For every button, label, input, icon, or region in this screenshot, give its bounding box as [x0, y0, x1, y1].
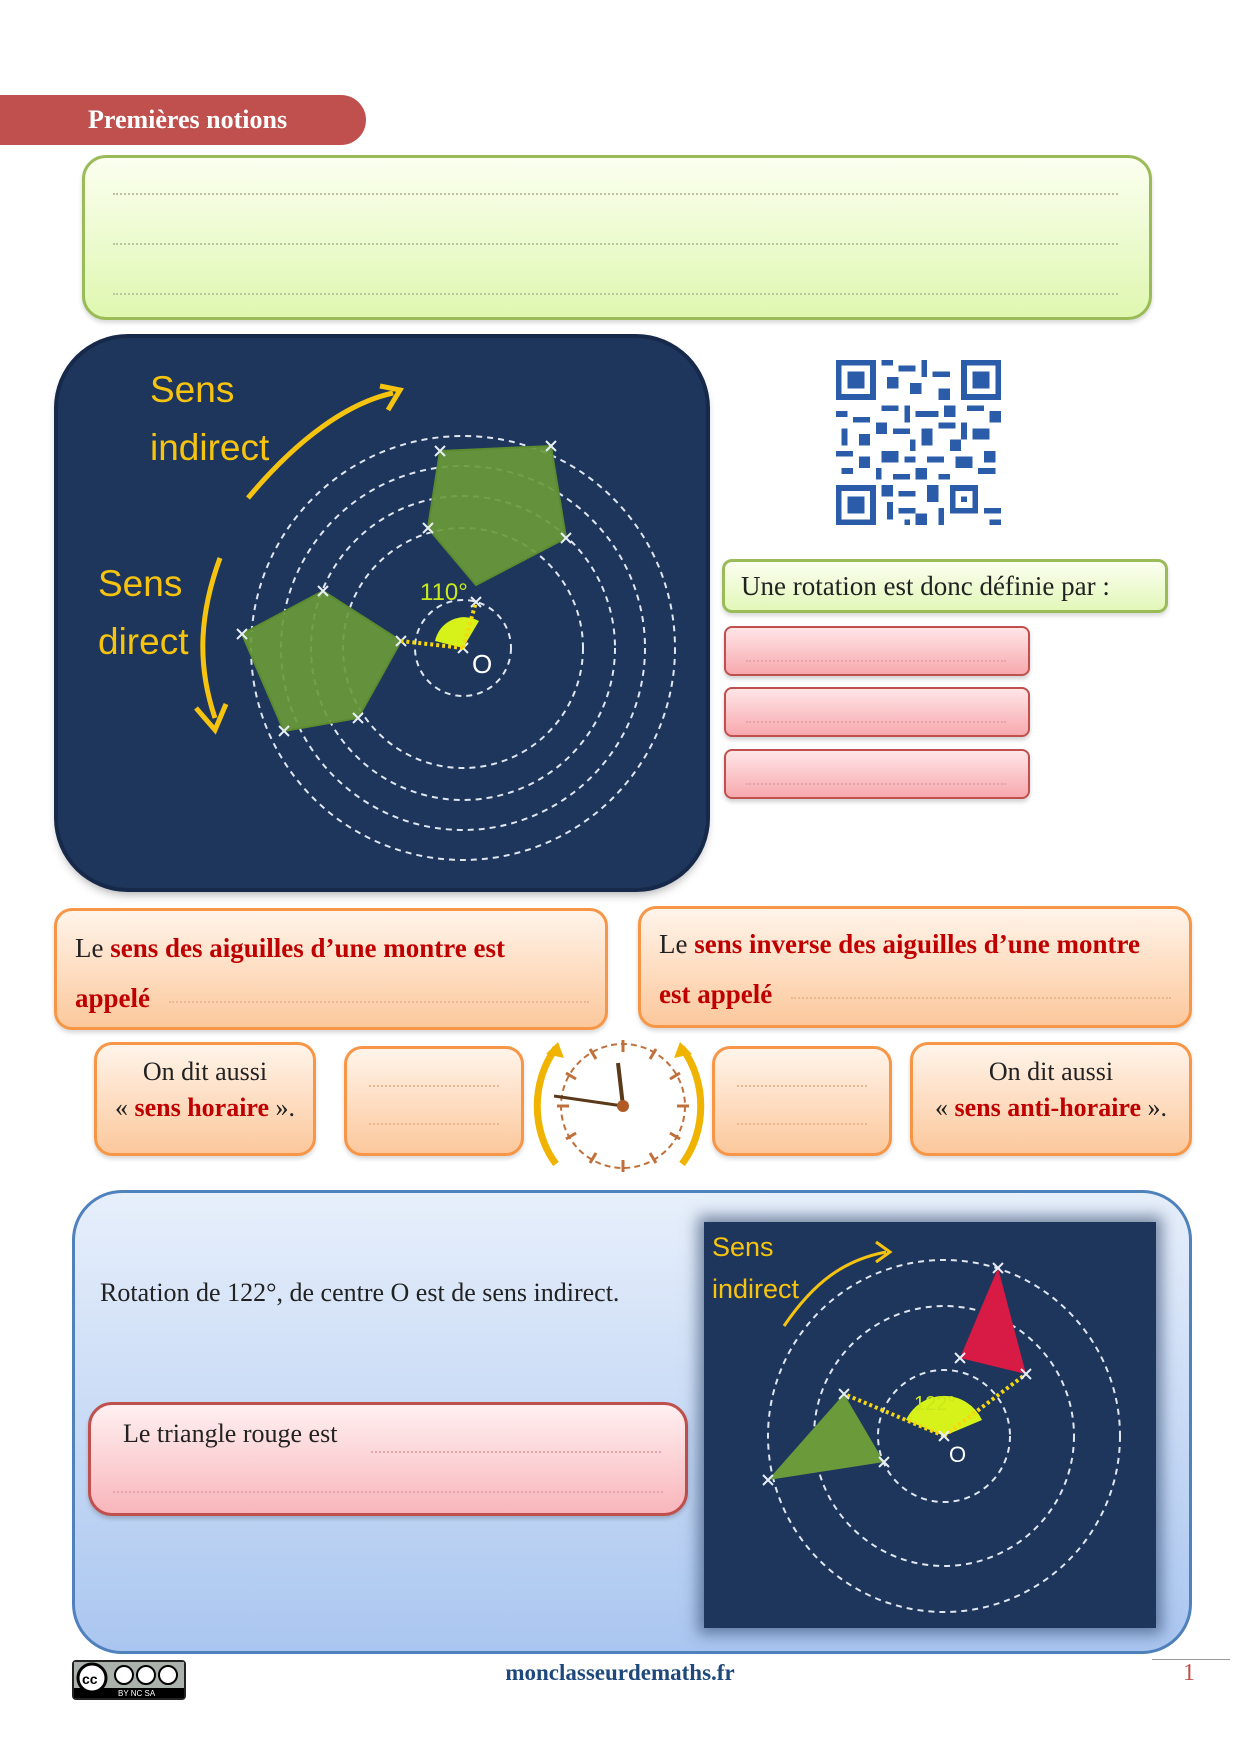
rotation-diagram: [58, 338, 706, 888]
antihoraire-line1: On dit aussi: [988, 1057, 1114, 1086]
page-number: 1: [1183, 1660, 1195, 1686]
center-label: O: [949, 1442, 967, 1467]
clock-icon: [526, 1036, 712, 1176]
green-triangle: [768, 1394, 884, 1480]
example-figure: [704, 1222, 1156, 1628]
sens-indirect-label-2: indirect: [150, 427, 270, 468]
fill-line: [113, 243, 1118, 245]
counter-text-pre: Le: [659, 929, 695, 959]
horaire-line1: On dit aussi: [142, 1057, 268, 1086]
counterclockwise-box: [638, 906, 1192, 1028]
antihoraire-bold: sens anti-horaire: [954, 1093, 1142, 1122]
quote-open: «: [934, 1093, 955, 1122]
horaire-note: [94, 1042, 316, 1156]
definition-box[interactable]: [82, 155, 1152, 320]
counter-text-bold-2: est appelé: [659, 979, 773, 1009]
clockwise-box: [54, 908, 608, 1030]
counter-text-bold: sens inverse des aiguilles d’une montre: [694, 929, 1140, 959]
sens-label-1: Sens: [712, 1232, 774, 1262]
fill-line: [113, 293, 1118, 295]
qr-code-icon[interactable]: [836, 360, 1001, 525]
angle-sector: [435, 617, 479, 648]
definition-label: Une rotation est donc définie par :: [722, 559, 1168, 613]
definition-answer-1[interactable]: [724, 626, 1030, 676]
angle-label: 110°: [420, 579, 468, 606]
license-text: BY NC SA: [118, 1689, 156, 1698]
clockwise-text-bold-2: appelé: [75, 983, 151, 1013]
example-diagram: [704, 1222, 1156, 1628]
center-label: O: [472, 649, 493, 679]
counter-answer-box[interactable]: [712, 1046, 892, 1156]
section-title: Premières notions: [0, 95, 366, 145]
clockwise-answer-box[interactable]: [344, 1046, 524, 1156]
definition-answer-2[interactable]: [724, 687, 1030, 737]
horaire-bold: sens horaire: [134, 1093, 270, 1122]
angle-label: 122°: [914, 1393, 956, 1415]
sens-label-2: indirect: [712, 1274, 800, 1304]
rotation-figure: [58, 338, 706, 888]
direct-arrow: [203, 558, 220, 718]
pentagon-left: [242, 591, 401, 731]
example-answer-prefix: Le triangle rouge est: [123, 1419, 338, 1448]
pentagon-top: [428, 446, 566, 585]
sens-direct-label-1: Sens: [98, 563, 183, 604]
quote-close: ».: [269, 1093, 296, 1122]
example-answer-box[interactable]: [88, 1402, 688, 1516]
sens-indirect-label-1: Sens: [150, 369, 235, 410]
quote-open: «: [114, 1093, 135, 1122]
antihoraire-note: [910, 1042, 1192, 1156]
svg-text:cc: cc: [82, 1671, 98, 1687]
sens-direct-label-2: direct: [98, 621, 189, 662]
clockwise-answer-line[interactable]: [169, 1001, 589, 1003]
clockwise-text-pre: Le: [75, 933, 111, 963]
footer-site[interactable]: monclasseurdemaths.fr: [505, 1660, 735, 1685]
clockwise-text-bold: sens des aiguilles d’une montre est: [110, 933, 506, 963]
indirect-arrow: [784, 1252, 886, 1326]
example-sentence: Rotation de 122°, de centre O est de sens indirect.: [100, 1278, 620, 1307]
indirect-arrow: [248, 393, 393, 498]
red-triangle: [960, 1268, 1026, 1374]
fill-line: [113, 193, 1118, 195]
definition-answer-3[interactable]: [724, 749, 1030, 799]
quote-close: ».: [1141, 1093, 1168, 1122]
counter-answer-line[interactable]: [791, 997, 1171, 999]
